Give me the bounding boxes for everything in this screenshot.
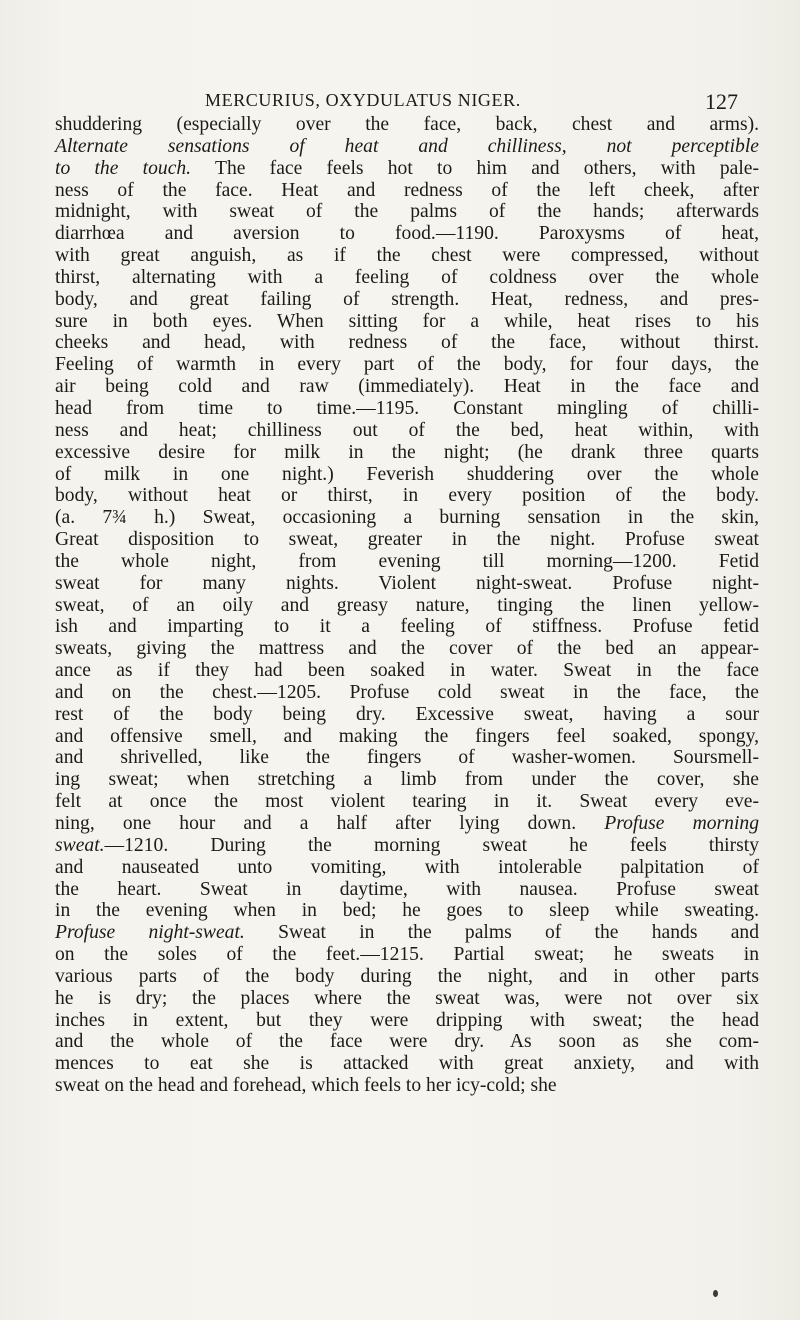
text-line bbox=[55, 114, 759, 136]
text-segment: of milk in one night.) Feverish shuddering over the whole bbox=[55, 463, 759, 485]
text-line bbox=[55, 1053, 759, 1075]
italic-text: sweat. bbox=[55, 834, 105, 856]
text-line bbox=[55, 529, 759, 551]
text-line bbox=[55, 332, 759, 354]
text-line bbox=[55, 813, 759, 835]
text-segment: diarrhœa and aversion to food.—1190. Paroxysms of heat, bbox=[55, 223, 759, 245]
text-segment: sweat, of an oily and greasy nature, tinging the linen yellow- bbox=[55, 594, 759, 616]
text-line bbox=[55, 442, 759, 464]
text-line bbox=[55, 857, 759, 879]
text-line bbox=[55, 900, 759, 922]
text-segment: inches in extent, but they were dripping with sweat; the head bbox=[55, 1009, 759, 1031]
text-segment: ish and imparting to it a feeling of stiffness. Profuse fetid bbox=[55, 616, 759, 638]
text-line bbox=[55, 245, 759, 267]
text-segment: The face feels hot to him and others, with pale- bbox=[191, 157, 759, 179]
text-segment: body, without heat or thirst, in every position of the body. bbox=[55, 485, 759, 507]
page-number: 127 bbox=[705, 89, 738, 114]
text-segment: head from time to time.—1195. Constant mingling of chilli- bbox=[55, 397, 759, 419]
text-line bbox=[55, 485, 759, 507]
text-line bbox=[55, 595, 759, 617]
text-line bbox=[55, 922, 759, 944]
running-title: MERCURIUS, OXYDULATUS NIGER. bbox=[205, 90, 521, 110]
text-segment: on the soles of the feet.—1215. Partial sweat; he sweats in bbox=[55, 944, 759, 966]
text-segment: Feeling of warmth in every part of the body, for four days, the bbox=[55, 354, 759, 376]
text-line bbox=[55, 660, 759, 682]
text-line bbox=[55, 704, 759, 726]
text-line bbox=[55, 573, 759, 595]
text-segment: ning, one hour and a half after lying down. bbox=[55, 813, 605, 834]
ink-speck bbox=[713, 1290, 718, 1297]
text-segment: sweats, giving the mattress and the cover of the bed an appear- bbox=[55, 638, 759, 660]
body-text bbox=[55, 114, 759, 1097]
text-segment: air being cold and raw (immediately). Heat in the face and bbox=[55, 376, 759, 398]
text-segment: ing sweat; when stretching a limb from under the cover, she bbox=[55, 769, 759, 791]
text-line bbox=[55, 551, 759, 573]
text-line bbox=[55, 1075, 759, 1097]
text-segment: and shrivelled, like the fingers of washer-women. Soursmell- bbox=[55, 747, 759, 769]
text-segment: ness of the face. Heat and redness of the left cheek, after bbox=[55, 179, 759, 201]
text-line bbox=[55, 223, 759, 245]
text-line bbox=[55, 835, 759, 857]
text-segment: and the whole of the face were dry. As soon as she com- bbox=[55, 1031, 759, 1053]
text-segment: sweat for many nights. Violent night-sweat. Profuse night- bbox=[55, 572, 759, 594]
text-segment: the heart. Sweat in daytime, with nausea. Profuse sweat bbox=[55, 878, 759, 900]
text-line bbox=[55, 267, 759, 289]
text-line bbox=[55, 769, 759, 791]
text-line bbox=[55, 398, 759, 420]
italic-text: Alternate sensations of heat and chilliness, not perceptible bbox=[55, 135, 759, 157]
text-line bbox=[55, 507, 759, 529]
text-line bbox=[55, 158, 759, 180]
text-segment: rest of the body being dry. Excessive sweat, having a sour bbox=[55, 703, 759, 725]
text-line bbox=[55, 638, 759, 660]
text-line bbox=[55, 616, 759, 638]
text-line bbox=[55, 201, 759, 223]
text-segment: shuddering (especially over the face, back, chest and arms). bbox=[55, 114, 759, 135]
text-segment: cheeks and head, with redness of the face, without thirst. bbox=[55, 332, 759, 354]
text-segment: sweat on the head and forehead, which feels to her icy-cold; she bbox=[55, 1075, 557, 1097]
text-segment: ance as if they had been soaked in water. Sweat in the face bbox=[55, 660, 759, 682]
text-segment: felt at once the most violent tearing in it. Sweat every eve- bbox=[55, 791, 759, 813]
text-segment: excessive desire for milk in the night; (he drank three quarts bbox=[55, 441, 759, 463]
text-line bbox=[55, 1031, 759, 1053]
text-segment: various parts of the body during the night, and in other parts bbox=[55, 965, 759, 987]
text-segment: sure in both eyes. When sitting for a while, heat rises to his bbox=[55, 310, 759, 332]
text-segment: the whole night, from evening till morning—1200. Fetid bbox=[55, 550, 759, 572]
text-line bbox=[55, 747, 759, 769]
text-line bbox=[55, 1010, 759, 1032]
text-line bbox=[55, 791, 759, 813]
text-line bbox=[55, 988, 759, 1010]
italic-text: to the touch. bbox=[55, 157, 192, 179]
text-segment: he is dry; the places where the sweat was, were not over six bbox=[55, 987, 759, 1009]
text-line bbox=[55, 376, 759, 398]
text-segment: mences to eat she is attacked with great anxiety, and with bbox=[55, 1053, 759, 1075]
text-line bbox=[55, 879, 759, 901]
text-line bbox=[55, 726, 759, 748]
text-line bbox=[55, 311, 759, 333]
text-segment: Great disposition to sweat, greater in the night. Profuse sweat bbox=[55, 529, 759, 551]
text-segment: and on the chest.—1205. Profuse cold sweat in the face, the bbox=[55, 681, 759, 703]
text-segment: Sweat in the palms of the hands and bbox=[244, 922, 759, 944]
text-line bbox=[55, 420, 759, 442]
text-line bbox=[55, 289, 759, 311]
text-segment: body, and great failing of strength. Heat, redness, and pres- bbox=[55, 288, 759, 310]
text-segment: —1210. During the morning sweat he feels thirsty bbox=[104, 834, 759, 856]
text-line bbox=[55, 354, 759, 376]
text-line bbox=[55, 944, 759, 966]
text-line bbox=[55, 136, 759, 158]
text-segment: and nauseated unto vomiting, with intolerable palpitation of bbox=[55, 856, 759, 878]
text-segment: ness and heat; chilliness out of the bed, heat within, with bbox=[55, 419, 759, 441]
text-segment: and offensive smell, and making the fingers feel soaked, spongy, bbox=[55, 725, 759, 747]
text-line bbox=[55, 966, 759, 988]
text-segment: in the evening when in bed; he goes to sleep while sweating. bbox=[55, 900, 759, 922]
text-segment: with great anguish, as if the chest were compressed, without bbox=[55, 245, 759, 267]
italic-text: Profuse night-sweat. bbox=[55, 922, 245, 944]
text-line bbox=[55, 464, 759, 486]
text-segment: midnight, with sweat of the palms of the hands; afterwards bbox=[55, 201, 759, 223]
text-segment: (a. 7¾ h.) Sweat, occasioning a burning sensation in the skin, bbox=[55, 507, 759, 529]
text-line bbox=[55, 180, 759, 202]
text-line bbox=[55, 682, 759, 704]
text-segment: thirst, alternating with a feeling of coldness over the whole bbox=[55, 266, 759, 288]
italic-text: Profuse morning bbox=[604, 813, 760, 834]
